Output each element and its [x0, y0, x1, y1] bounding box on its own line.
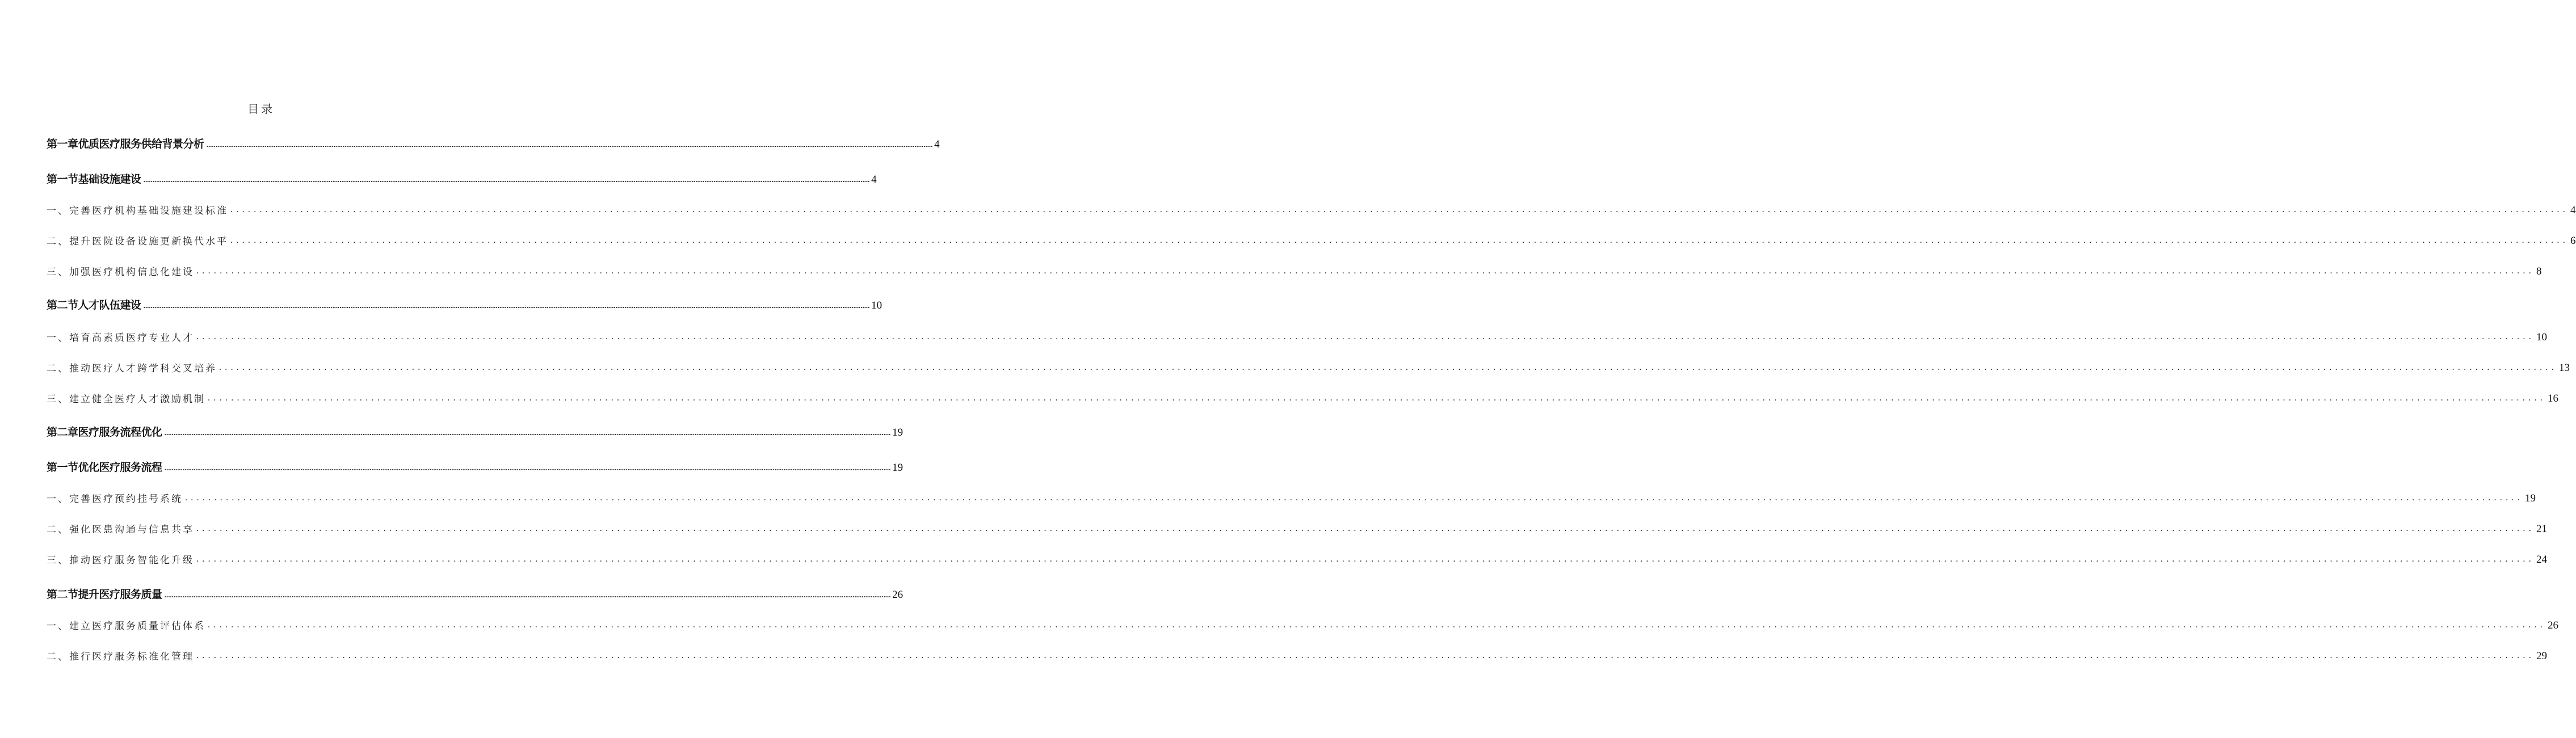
toc-entry[interactable] [47, 357, 2570, 374]
toc-entry[interactable] [47, 327, 2547, 344]
toc-entry-page-number: 4 [934, 138, 940, 150]
toc-entry-title: 第一节优化医疗服务流程 [47, 461, 162, 474]
toc-entry-page-number: 26 [892, 589, 904, 601]
toc-entry[interactable] [47, 457, 904, 474]
toc-entry[interactable] [47, 261, 2542, 278]
toc-leader-dots: ................................................................................................................................................................................................................................................................................................................................................................................................................ [164, 593, 891, 599]
toc-entry[interactable] [47, 169, 877, 186]
toc-leader-dots: ................................................................................................................................................................................................................................................................................................................................................................................................................ [185, 493, 2523, 503]
toc-entry-title: 一、培育高素质医疗专业人才 [47, 332, 194, 344]
toc-entry-page-number: 13 [2559, 362, 2570, 374]
toc-leader-dots: ................................................................................................................................................................................................................................................................................................................................................................................................................ [143, 178, 870, 184]
toc-entry-title: 三、加强医疗机构信息化建设 [47, 267, 194, 278]
toc-entry-title: 三、推动医疗服务智能化升级 [47, 555, 194, 566]
toc-entry-title: 一、建立医疗服务质量评估体系 [47, 621, 205, 632]
toc-entry-page-number: 4 [2570, 204, 2576, 216]
toc-leader-dots: ................................................................................................................................................................................................................................................................................................................................................................................................................ [219, 362, 2557, 372]
toc-entry-page-number: 6 [2570, 235, 2576, 247]
toc-entry-page-number: 10 [2536, 331, 2547, 343]
toc-leader-dots: ................................................................................................................................................................................................................................................................................................................................................................................................................ [196, 554, 2535, 564]
toc-leader-dots: ................................................................................................................................................................................................................................................................................................................................................................................................................ [164, 466, 891, 472]
toc-entry[interactable] [47, 584, 904, 601]
toc-entry[interactable] [47, 388, 2558, 405]
toc-entry-title: 二、推动医疗人才跨学科交叉培养 [47, 363, 217, 374]
toc-entry-title: 二、推行医疗服务标准化管理 [47, 651, 194, 663]
toc-entry-page-number: 16 [2548, 393, 2558, 404]
toc-entry-page-number: 29 [2536, 650, 2547, 662]
toc-entry[interactable] [47, 295, 883, 312]
toc-entry-title: 第二章医疗服务流程优化 [47, 426, 162, 438]
toc-entry-page-number: 19 [892, 462, 904, 474]
toc-leader-dots: ................................................................................................................................................................................................................................................................................................................................................................................................................ [143, 303, 870, 310]
toc-entry-title: 第二节人才队伍建设 [47, 299, 141, 311]
toc-leader-dots: ................................................................................................................................................................................................................................................................................................................................................................................................................ [196, 332, 2535, 341]
toc-entry-title: 一、完善医疗机构基础设施建设标准 [47, 205, 228, 217]
toc-title: 目录 [247, 102, 275, 116]
toc-entry-title: 二、强化医患沟通与信息共享 [47, 524, 194, 535]
toc-entry-page-number: 4 [871, 174, 877, 185]
toc-entry-title: 二、提升医院设备设施更新换代水平 [47, 236, 228, 247]
toc-entry[interactable] [47, 230, 2576, 247]
toc-entry[interactable] [47, 615, 2558, 632]
toc-leader-dots: ................................................................................................................................................................................................................................................................................................................................................................................................................ [230, 205, 2569, 214]
toc-entry-page-number: 19 [2525, 492, 2536, 504]
toc-entry[interactable] [47, 134, 940, 151]
toc-entry-title: 第一章优质医疗服务供给背景分析 [47, 138, 204, 150]
toc-entry[interactable] [47, 646, 2547, 663]
toc-entry-page-number: 21 [2536, 523, 2547, 535]
toc-entry[interactable] [47, 422, 904, 439]
toc-entry-page-number: 10 [871, 300, 883, 311]
toc-entry-title: 第一节基础设施建设 [47, 173, 141, 185]
toc-entry-title: 三、建立健全医疗人才激励机制 [47, 394, 205, 405]
toc-entry[interactable] [47, 488, 2536, 505]
toc-entry-page-number: 19 [892, 427, 904, 438]
toc-leader-dots: ................................................................................................................................................................................................................................................................................................................................................................................................................ [196, 266, 2535, 276]
toc-leader-dots: ................................................................................................................................................................................................................................................................................................................................................................................................................ [196, 651, 2535, 660]
toc-entry-page-number: 26 [2548, 619, 2558, 631]
toc-leader-dots: ................................................................................................................................................................................................................................................................................................................................................................................................................ [230, 235, 2569, 245]
toc-entry-page-number: 24 [2536, 554, 2547, 566]
toc-entry[interactable] [47, 549, 2547, 566]
toc-entry[interactable] [47, 200, 2576, 217]
toc-leader-dots: ................................................................................................................................................................................................................................................................................................................................................................................................................ [164, 431, 891, 437]
toc-leader-dots: ................................................................................................................................................................................................................................................................................................................................................................................................................ [208, 620, 2546, 630]
toc-entry-page-number: 8 [2536, 265, 2542, 277]
toc-leader-dots: ................................................................................................................................................................................................................................................................................................................................................................................................................ [208, 393, 2546, 403]
toc-entry-title: 一、完善医疗预约挂号系统 [47, 494, 183, 505]
toc-entry-title: 第二节提升医疗服务质量 [47, 588, 162, 601]
toc-entry[interactable] [47, 518, 2547, 535]
toc-leader-dots: ................................................................................................................................................................................................................................................................................................................................................................................................................ [196, 524, 2535, 533]
toc-leader-dots: ................................................................................................................................................................................................................................................................................................................................................................................................................ [206, 142, 933, 149]
